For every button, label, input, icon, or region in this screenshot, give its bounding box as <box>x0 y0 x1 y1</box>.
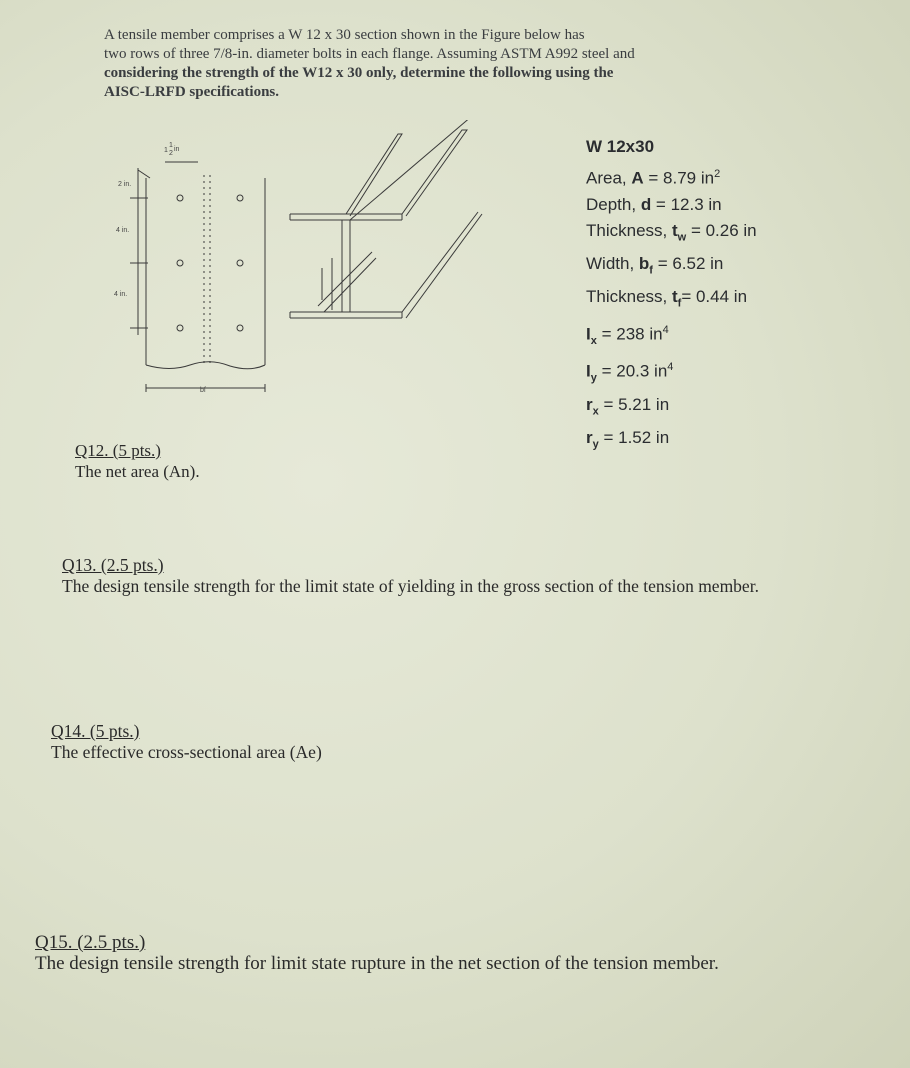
question-14 <box>51 721 322 763</box>
subscript: f <box>677 297 682 310</box>
bolt-hole <box>177 325 183 331</box>
label: Thickness, <box>586 286 672 306</box>
flange-plan-view <box>130 162 265 392</box>
dim-4in-a: 4 in. <box>116 227 130 234</box>
bolted-connection-figure <box>110 120 510 400</box>
symbol: b <box>638 254 650 274</box>
symbol: I <box>586 324 591 344</box>
bottom-flange-left <box>318 252 372 306</box>
flange-edges <box>146 178 265 365</box>
section-properties <box>586 134 757 458</box>
dim-top-unit: in <box>174 146 180 153</box>
exponent: 2 <box>714 167 721 180</box>
dim-bf: bf <box>200 387 206 394</box>
figure-dimension-labels <box>114 142 206 394</box>
top-flange-right-edge <box>346 130 467 216</box>
problem-statement <box>104 26 804 102</box>
value: = 1.52 in <box>598 427 670 447</box>
symbol: r <box>586 394 593 414</box>
question-text: The effective cross-sectional area (Ae) <box>51 742 322 762</box>
value: = 0.44 in <box>681 286 748 306</box>
value: = 6.52 in <box>652 254 724 274</box>
label: Area, <box>586 168 632 188</box>
bolt-hole <box>237 325 243 331</box>
intro-line-1: A tensile member comprises a W 12 x 30 section shown in the Figure below has <box>104 27 585 43</box>
prop-width <box>586 251 757 284</box>
flange-break-line <box>146 362 265 369</box>
bolt-hole <box>237 260 243 266</box>
question-title: Q13. (2.5 pts.) <box>62 555 164 575</box>
question-text: The net area (An). <box>75 462 200 481</box>
value: = 238 in <box>596 324 663 344</box>
question-12 <box>75 440 200 482</box>
value: = 20.3 in <box>596 362 668 382</box>
question-15 <box>35 932 719 974</box>
value: = 0.26 in <box>686 221 757 241</box>
bolt-hole <box>237 195 243 201</box>
value: = 12.3 in <box>651 194 722 214</box>
intro-line-3: considering the strength of the W12 x 30 only, determine the following using the <box>104 65 614 81</box>
prop-rx <box>586 392 757 425</box>
dim-tick <box>138 170 150 178</box>
question-text: The design tensile strength for the limit state of yielding in the gross section of the tension member. <box>62 576 759 596</box>
section-name: W 12x30 <box>586 137 655 156</box>
dim-2in: 2 in. <box>118 181 132 188</box>
exponent: 4 <box>667 361 674 374</box>
prop-ry <box>586 425 757 458</box>
subscript: y <box>592 438 599 451</box>
prop-iy <box>586 354 757 392</box>
dim-top-whole: 1 <box>164 147 168 154</box>
symbol: t <box>671 286 678 306</box>
prop-ix <box>586 317 757 355</box>
label: Thickness, <box>586 221 672 241</box>
label: Width, <box>586 254 639 274</box>
symbol: I <box>586 362 591 382</box>
subscript: x <box>590 334 597 347</box>
bottom-flange-back <box>406 214 482 318</box>
intro-line-2: two rows of three 7/8-in. diameter bolts in each flange. Assuming ASTM A992 steel and <box>104 46 635 62</box>
prop-area <box>586 161 757 192</box>
dim-4in-b: 4 in. <box>114 291 128 298</box>
symbol: A <box>631 168 644 188</box>
question-title: Q14. (5 pts.) <box>51 721 140 741</box>
value: = 8.79 in <box>643 168 715 188</box>
question-title: Q15. (2.5 pts.) <box>35 932 146 953</box>
dim-top-den: 2 <box>169 150 173 157</box>
top-flange-left-edge <box>290 134 402 216</box>
question-text: The design tensile strength for limit state rupture in the net section of the tension member. <box>35 953 719 974</box>
bottom-flange-right <box>290 212 478 312</box>
bolt-hole <box>177 195 183 201</box>
label: Depth, <box>586 194 641 214</box>
dim-top-num: 1 <box>169 142 173 149</box>
prop-flange-thickness <box>586 284 757 317</box>
value: = 5.21 in <box>598 394 670 414</box>
bolt-hole <box>177 260 183 266</box>
subscript: w <box>677 231 687 244</box>
web-extension <box>350 120 472 220</box>
prop-web-thickness <box>586 218 757 251</box>
symbol: r <box>586 427 593 447</box>
intro-line-4: AISC-LRFD specifications. <box>104 84 279 100</box>
symbol: t <box>671 221 678 241</box>
subscript: x <box>592 405 599 418</box>
symbol: d <box>640 194 652 214</box>
question-title: Q12. (5 pts.) <box>75 441 161 460</box>
subscript: f <box>649 264 653 277</box>
subscript: y <box>590 372 597 385</box>
question-13 <box>62 555 822 597</box>
w-section-isometric <box>290 120 482 318</box>
prop-depth <box>586 192 757 219</box>
exponent: 4 <box>662 323 669 336</box>
